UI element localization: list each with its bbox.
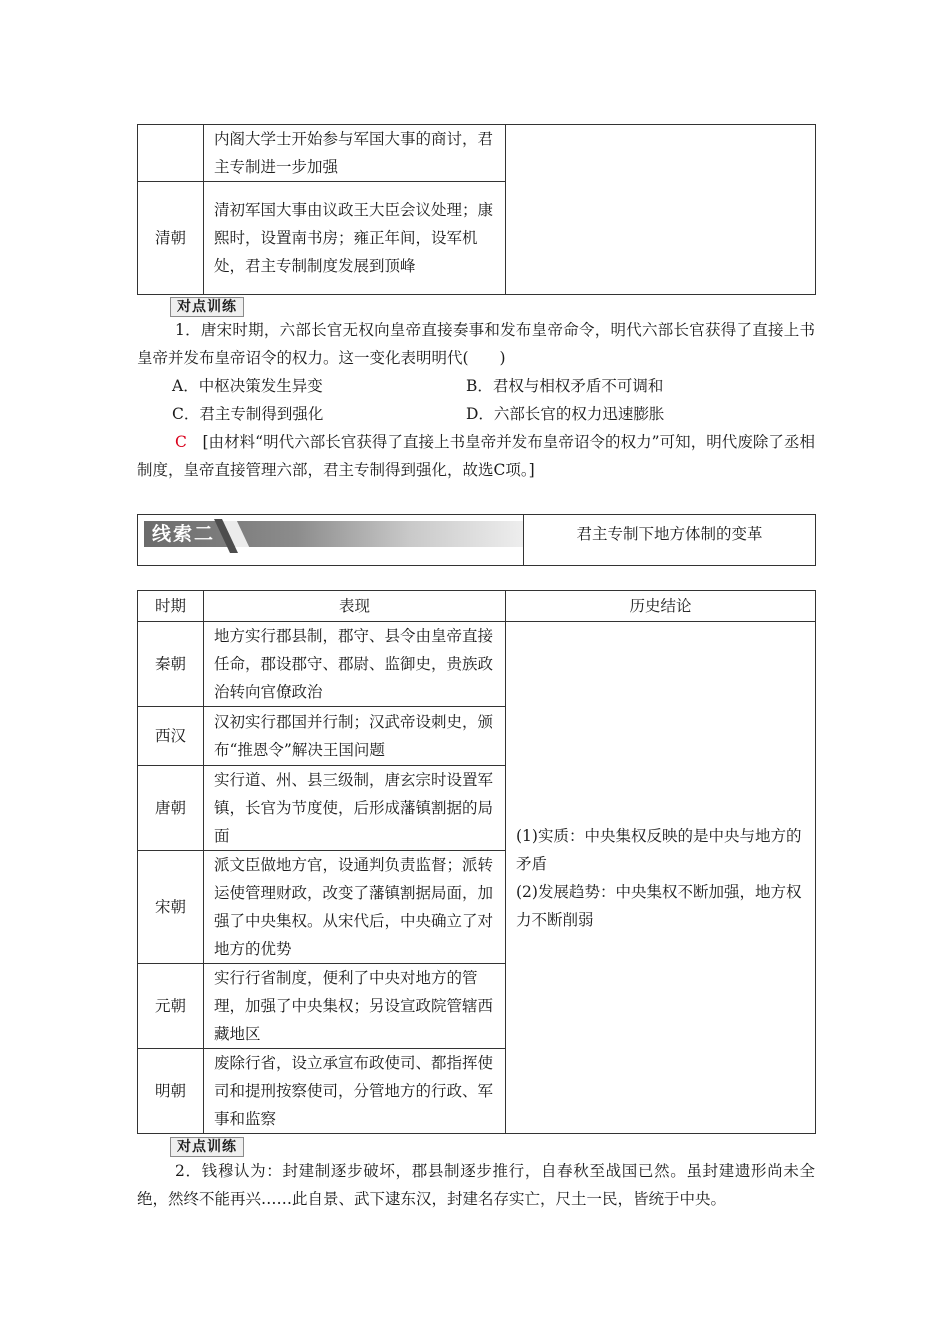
option-c: C．君主专制得到强化 — [172, 405, 324, 423]
period-cell: 清朝 — [138, 182, 204, 295]
content-cell: 实行行省制度，便利了中央对地方的管理，加强了中央集权；另设宣政院管辖西藏地区 — [204, 964, 506, 1049]
period-cell: 元朝 — [138, 964, 204, 1049]
practice-tag-label: 对点训练 — [170, 297, 244, 317]
table-row — [138, 622, 816, 707]
content-cell: 实行道、州、县三级制，唐玄宗时设置军镇，长官为节度使，后形成藩镇割据的局面 — [204, 766, 506, 851]
conclusion-1: (1)实质：中央集权反映的是中央与地方的矛盾 — [516, 826, 802, 873]
period-cell: 秦朝 — [138, 622, 204, 707]
local-system-table — [137, 590, 816, 1134]
period-cell — [138, 125, 204, 182]
table-header-row — [138, 591, 816, 622]
answer-letter: C — [175, 433, 187, 451]
conclusion-cell — [506, 622, 816, 1134]
period-cell: 宋朝 — [138, 851, 204, 964]
period-cell: 西汉 — [138, 707, 204, 766]
period-cell: 唐朝 — [138, 766, 204, 851]
section-label: 线索二 — [152, 523, 216, 545]
section-header — [137, 514, 816, 566]
table-row — [138, 125, 816, 182]
practice-tag — [170, 296, 244, 317]
header-content: 表现 — [204, 591, 506, 622]
section-title: 君主专制下地方体制的变革 — [576, 525, 763, 543]
practice-tag — [170, 1136, 244, 1157]
conclusion-2: (2)发展趋势：中央集权不断加强，地方权力不断削弱 — [516, 882, 802, 929]
conclusion-cell — [506, 125, 816, 295]
content-cell: 派文臣做地方官，设通判负责监督；派转运使管理财政，改变了藩镇割据局面，加强了中央集权。从宋代后，中央确立了对地方的优势 — [204, 851, 506, 964]
option-a: A．中枢决策发生异变 — [172, 377, 323, 395]
header-conclusion: 历史结论 — [506, 591, 816, 622]
practice-tag-label: 对点训练 — [170, 1137, 244, 1157]
question-2: 2．钱穆认为：封建制逐步破坏，郡县制逐步推行，自春秋至战国已然。虽封建遗形尚未全绝，然终不能再兴……此自景、武下逮东汉，封建名存实亡，尺土一民，皆统于中央。 — [137, 1162, 815, 1208]
explanation-text: [由材料“明代六部长官获得了直接上书皇帝并发布皇帝诏令的权力”可知，明代废除了丞相制度，皇帝直接管理六部，君主专制得到强化，故选C项。] — [137, 433, 815, 479]
period-cell: 明朝 — [138, 1049, 204, 1134]
content-cell: 地方实行郡县制，郡守、县令由皇帝直接任命，郡设郡守、郡尉、监御史，贵族政治转向官僚政治 — [204, 622, 506, 707]
content-cell: 内阁大学士开始参与军国大事的商讨，君主专制进一步加强 — [204, 125, 506, 182]
header-period: 时期 — [138, 591, 204, 622]
content-cell: 清初军国大事由议政王大臣会议处理；康熙时，设置南书房；雍正年间，设军机处，君主专制制度发展到顶峰 — [204, 182, 506, 295]
top-table — [137, 124, 816, 295]
option-b: B．君权与相权矛盾不可调和 — [466, 377, 664, 395]
question-1: 1．唐宋时期，六部长官无权向皇帝直接奏事和发布皇帝命令，明代六部长官获得了直接上书皇帝并发布皇帝诏令的权力。这一变化表明明代( ) — [137, 321, 815, 367]
option-d: D．六部长官的权力迅速膨胀 — [466, 405, 665, 423]
banner-slash-icon — [214, 519, 254, 553]
answer-explanation — [137, 428, 815, 484]
content-cell: 废除行省，设立承宣布政使司、都指挥使司和提刑按察使司，分管地方的行政、军事和监察 — [204, 1049, 506, 1134]
content-cell: 汉初实行郡国并行制；汉武帝设刺史，颁布“推恩令”解决王国问题 — [204, 707, 506, 766]
